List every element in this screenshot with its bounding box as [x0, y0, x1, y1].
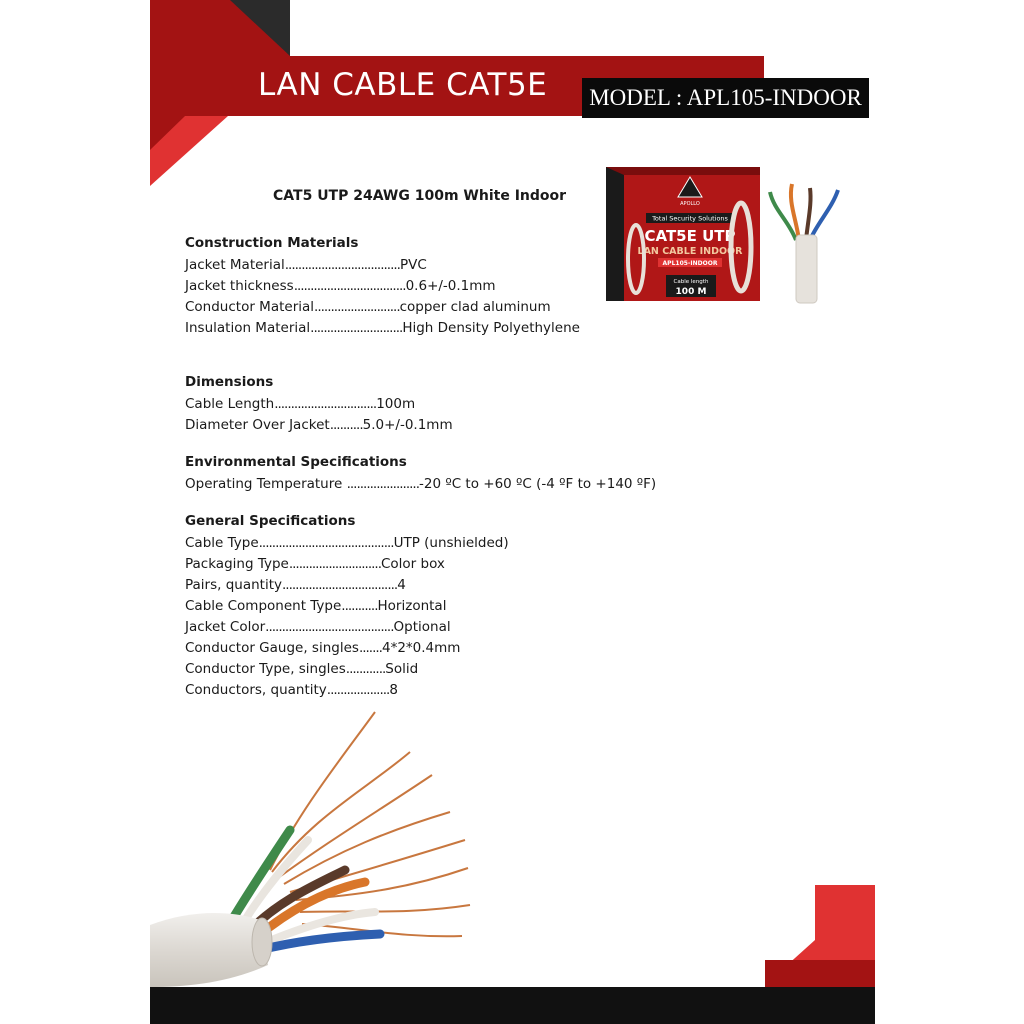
box-type: LAN CABLE INDOOR [637, 246, 743, 257]
spec-row: Cable Length...............................100m [185, 396, 416, 412]
spec-row: Conductor Material..........................copper clad aluminum [185, 299, 551, 315]
page-title: LAN CABLE CAT5E [258, 67, 548, 103]
spec-row: Cable Type.........................................UTP (unshielded) [185, 535, 509, 551]
spec-row: Conductors, quantity...................8 [185, 682, 398, 698]
spec-row: Pairs, quantity...................................4 [185, 577, 406, 593]
environmental-heading: Environmental Specifications [185, 454, 407, 470]
dimensions-heading: Dimensions [185, 374, 274, 390]
construction-section [185, 235, 580, 339]
environmental-section [185, 454, 656, 495]
model-label: MODEL : APL105-INDOOR [582, 78, 869, 118]
general-section [185, 513, 509, 701]
spec-row: Operating Temperature ......................-20 ºC to +60 ºC (-4 ºF to +140 ºF) [185, 476, 657, 492]
spec-row: Diameter Over Jacket..........5.0+/-0.1mm [185, 417, 453, 433]
spec-row: Insulation Material............................High Density Polyethylene [185, 320, 580, 336]
product-box-image [606, 167, 760, 301]
box-product-name: CAT5E UTP [644, 227, 736, 245]
spec-row: Jacket thickness..................................0.6+/-0.1mm [185, 278, 496, 294]
spec-row: Cable Component Type...........Horizontal [185, 598, 447, 614]
box-brand: APOLLO [680, 201, 700, 207]
cable-large-image [150, 700, 480, 987]
spec-row: Conductor Gauge, singles.......4*2*0.4mm [185, 640, 461, 656]
product-subtitle: CAT5 UTP 24AWG 100m White Indoor [273, 188, 567, 204]
box-model: APL105-INDOOR [662, 260, 718, 267]
spec-row: Jacket Material...................................PVC [185, 257, 427, 273]
general-heading: General Specifications [185, 513, 356, 529]
cable-small-image [766, 180, 842, 304]
box-length: 100 M [675, 287, 707, 297]
spec-row: Conductor Type, singles............Solid [185, 661, 419, 677]
spec-row: Packaging Type............................Color box [185, 556, 445, 572]
dimensions-section [185, 374, 453, 436]
footer-bar [150, 987, 875, 1024]
box-tagline: Total Security Solutions [652, 214, 728, 223]
box-length-label: Cable length [673, 279, 709, 285]
construction-heading: Construction Materials [185, 235, 359, 251]
spec-row: Jacket Color.......................................Optional [185, 619, 451, 635]
